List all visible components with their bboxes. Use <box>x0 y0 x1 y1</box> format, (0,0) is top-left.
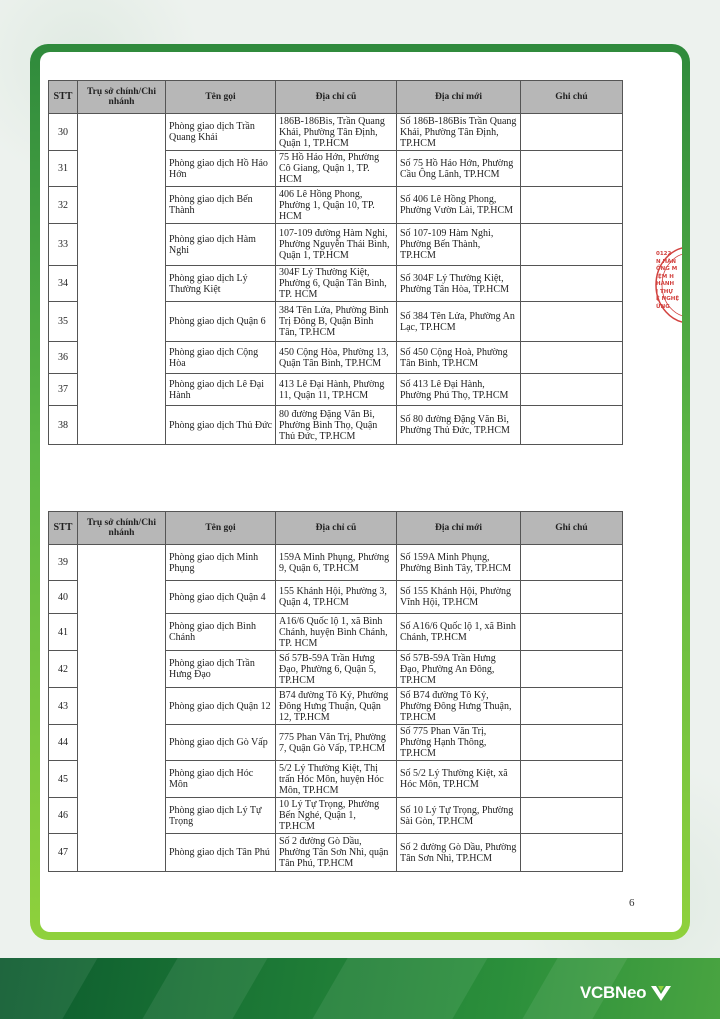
header-note: Ghi chú <box>521 512 623 545</box>
cell-note <box>521 342 623 374</box>
cell-name: Phòng giao dịch Minh Phụng <box>166 545 276 581</box>
cell-new-address: Số 775 Phan Văn Trị, Phường Hạnh Thông, TP.HCM <box>397 725 521 761</box>
header-stt: STT <box>49 81 78 114</box>
cell-new-address: Số 5/2 Lý Thường Kiệt, xã Hóc Môn, TP.HCM <box>397 761 521 798</box>
stamp-text: 0122 <box>656 251 672 257</box>
cell-note <box>521 302 623 342</box>
cell-stt: 32 <box>49 187 78 224</box>
cell-note <box>521 581 623 614</box>
branch-table-2 <box>48 511 623 872</box>
cell-new-address: Số 75 Hồ Hảo Hớn, Phường Cầu Ông Lãnh, TP.HCM <box>397 151 521 187</box>
cell-stt: 33 <box>49 224 78 266</box>
cell-stt: 30 <box>49 114 78 151</box>
cell-stt: 37 <box>49 374 78 406</box>
cell-new-address: Số 57B-59A Trần Hưng Đạo, Phường An Đông, TP.HCM <box>397 651 521 688</box>
stamp-text: IỆM H <box>656 273 674 280</box>
cell-new-address: Số A16/6 Quốc lộ 1, xã Bình Chánh, TP.HCM <box>397 614 521 651</box>
cell-name: Phòng giao dịch Thủ Đức <box>166 406 276 445</box>
cell-stt: 40 <box>49 581 78 614</box>
cell-old-address: A16/6 Quốc lộ 1, xã Bình Chánh, huyện Bình Chánh, TP. HCM <box>276 614 397 651</box>
cell-old-address: 75 Hồ Hảo Hớn, Phường Cô Giang, Quận 1, TP. HCM <box>276 151 397 187</box>
cell-new-address: Số 80 đường Đặng Văn Bi, Phường Thủ Đức, TP.HCM <box>397 406 521 445</box>
cell-new-address: Số 10 Lý Tự Trọng, Phường Sài Gòn, TP.HCM <box>397 798 521 834</box>
cell-note <box>521 725 623 761</box>
cell-old-address: 80 đường Đặng Văn Bi, Phường Bình Thọ, Quận Thủ Đức, TP.HCM <box>276 406 397 445</box>
branch-table-1 <box>48 80 623 445</box>
cell-old-address: 304F Lý Thường Kiệt, Phường 6, Quận Tân Bình, TP. HCM <box>276 266 397 302</box>
cell-note <box>521 374 623 406</box>
cell-note <box>521 224 623 266</box>
header-new-address: Địa chỉ mới <box>397 512 521 545</box>
cell-name: Phòng giao dịch Quận 4 <box>166 581 276 614</box>
cell-old-address: 5/2 Lý Thường Kiệt, Thị trấn Hóc Môn, huyện Hóc Môn, TP.HCM <box>276 761 397 798</box>
cell-new-address: Số 2 đường Gò Dầu, Phường Tân Sơn Nhì, TP.HCM <box>397 834 521 872</box>
cell-stt: 45 <box>49 761 78 798</box>
cell-new-address: Số 155 Khánh Hội, Phường Vĩnh Hội, TP.HCM <box>397 581 521 614</box>
cell-new-address: Số B74 đường Tô Ký, Phường Đông Hưng Thuận, TP.HCM <box>397 688 521 725</box>
header-old-address: Địa chỉ cũ <box>276 81 397 114</box>
cell-stt: 35 <box>49 302 78 342</box>
cell-name: Phòng giao dịch Trần Hưng Đạo <box>166 651 276 688</box>
header-branch: Trụ sở chính/Chi nhánh <box>78 81 166 114</box>
cell-old-address: B74 đường Tô Ký, Phường Đông Hưng Thuận, Quận 12, TP.HCM <box>276 688 397 725</box>
brand-mark-icon <box>650 983 672 1003</box>
cell-name: Phòng giao dịch Hóc Môn <box>166 761 276 798</box>
cell-old-address: 384 Tên Lửa, Phường Bình Trị Đông B, Quận Bình Tân, TP.HCM <box>276 302 397 342</box>
cell-stt: 36 <box>49 342 78 374</box>
cell-old-address: 10 Lý Tự Trọng, Phường Bến Nghé, Quận 1, TP.HCM <box>276 798 397 834</box>
header-name: Tên gọi <box>166 81 276 114</box>
cell-note <box>521 761 623 798</box>
stamp-text: ỪNG <box>656 303 670 310</box>
cell-note <box>521 651 623 688</box>
cell-name: Phòng giao dịch Lý Tự Trọng <box>166 798 276 834</box>
cell-name: Phòng giao dịch Cộng Hòa <box>166 342 276 374</box>
page-number: 6 <box>629 897 635 909</box>
cell-name: Phòng giao dịch Bến Thành <box>166 187 276 224</box>
header-branch: Trụ sở chính/Chi nhánh <box>78 512 166 545</box>
cell-old-address: Số 57B-59A Trần Hưng Đạo, Phường 6, Quận 5, TP.HCM <box>276 651 397 688</box>
stamp-text: ỒNG M <box>656 266 678 272</box>
cell-stt: 43 <box>49 688 78 725</box>
cell-name: Phòng giao dịch Hàm Nghi <box>166 224 276 266</box>
cell-name: Phòng giao dịch Bình Chánh <box>166 614 276 651</box>
table-header-row <box>49 81 623 114</box>
cell-old-address: 155 Khánh Hội, Phường 3, Quận 4, TP.HCM <box>276 581 397 614</box>
cell-branch <box>78 545 166 872</box>
cell-stt: 39 <box>49 545 78 581</box>
cell-new-address: Số 406 Lê Hồng Phong, Phường Vườn Lài, TP.HCM <box>397 187 521 224</box>
cell-note <box>521 406 623 445</box>
table-row <box>49 545 623 581</box>
cell-name: Phòng giao dịch Quận 12 <box>166 688 276 725</box>
cell-new-address: Số 107-109 Hàm Nghi, Phường Bến Thành, TP.HCM <box>397 224 521 266</box>
cell-name: Phòng giao dịch Trần Quang Khải <box>166 114 276 151</box>
brand-name: VCBNeo <box>580 983 647 1002</box>
cell-note <box>521 545 623 581</box>
cell-name: Phòng giao dịch Hồ Hảo Hớn <box>166 151 276 187</box>
vcbneo-logo <box>580 983 672 1003</box>
cell-stt: 42 <box>49 651 78 688</box>
red-stamp <box>648 245 682 325</box>
cell-stt: 38 <box>49 406 78 445</box>
cell-name: Phòng giao dịch Lê Đại Hành <box>166 374 276 406</box>
cell-stt: 47 <box>49 834 78 872</box>
cell-name: Phòng giao dịch Lý Thường Kiệt <box>166 266 276 302</box>
header-name: Tên gọi <box>166 512 276 545</box>
cell-old-address: 159A Minh Phụng, Phường 9, Quận 6, TP.HCM <box>276 545 397 581</box>
cell-branch <box>78 114 166 445</box>
cell-stt: 46 <box>49 798 78 834</box>
cell-new-address: Số 413 Lê Đại Hành, Phường Phú Thọ, TP.HCM <box>397 374 521 406</box>
cell-note <box>521 614 623 651</box>
header-old-address: Địa chỉ cũ <box>276 512 397 545</box>
cell-note <box>521 798 623 834</box>
cell-new-address: Số 186B-186Bis Trần Quang Khải, Phường Tân Định, TP.HCM <box>397 114 521 151</box>
cell-name: Phòng giao dịch Tân Phú <box>166 834 276 872</box>
cell-old-address: 186B-186Bis, Trần Quang Khải, Phường Tân Định, Quận 1, TP.HCM <box>276 114 397 151</box>
cell-new-address: Số 159A Minh Phụng, Phường Bình Tây, TP.HCM <box>397 545 521 581</box>
cell-old-address: 413 Lê Đại Hành, Phường 11, Quận 11, TP.HCM <box>276 374 397 406</box>
cell-stt: 31 <box>49 151 78 187</box>
cell-new-address: Số 384 Tên Lửa, Phường An Lạc, TP.HCM <box>397 302 521 342</box>
cell-old-address: 107-109 đường Hàm Nghi, Phường Nguyễn Thái Bình, Quận 1, TP.HCM <box>276 224 397 266</box>
stamp-text: N HÀN <box>656 258 676 265</box>
cell-note <box>521 688 623 725</box>
cell-old-address: 775 Phan Văn Trị, Phường 7, Quận Gò Vấp, TP.HCM <box>276 725 397 761</box>
cell-stt: 34 <box>49 266 78 302</box>
stamp-text: I THỰ <box>656 288 673 295</box>
cell-name: Phòng giao dịch Gò Vấp <box>166 725 276 761</box>
cell-stt: 41 <box>49 614 78 651</box>
stamp-text: HÀNH <box>656 281 675 287</box>
cell-note <box>521 266 623 302</box>
cell-old-address: 450 Cộng Hòa, Phường 13, Quận Tân Bình, TP.HCM <box>276 342 397 374</box>
cell-new-address: Số 304F Lý Thường Kiệt, Phường Tân Hòa, TP.HCM <box>397 266 521 302</box>
cell-note <box>521 114 623 151</box>
cell-stt: 44 <box>49 725 78 761</box>
stamp-text: Ệ NGHỆ <box>656 296 680 302</box>
table-header-row <box>49 512 623 545</box>
cell-new-address: Số 450 Cộng Hoà, Phường Tân Bình, TP.HCM <box>397 342 521 374</box>
header-new-address: Địa chỉ mới <box>397 81 521 114</box>
cell-note <box>521 834 623 872</box>
cell-old-address: Số 2 đường Gò Dầu, Phường Tân Sơn Nhì, quận Tân Phú, TP.HCM <box>276 834 397 872</box>
cell-old-address: 406 Lê Hồng Phong, Phường 1, Quận 10, TP. HCM <box>276 187 397 224</box>
cell-note <box>521 187 623 224</box>
cell-name: Phòng giao dịch Quận 6 <box>166 302 276 342</box>
table-row <box>49 114 623 151</box>
header-stt: STT <box>49 512 78 545</box>
cell-note <box>521 151 623 187</box>
header-note: Ghi chú <box>521 81 623 114</box>
